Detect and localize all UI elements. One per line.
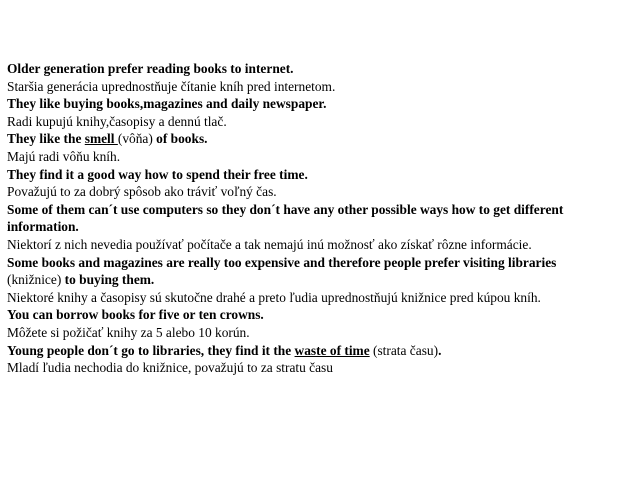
underlined-word-smell: smell <box>84 131 118 147</box>
english-sentence-3 <box>7 130 612 148</box>
slide-text-body <box>7 60 612 377</box>
gloss-kniznice: (knižnice) <box>7 272 62 288</box>
gloss-vona: (vôňa) <box>117 131 153 147</box>
gloss-strata-casu: (strata času) <box>369 342 439 358</box>
english-sentence-6 <box>7 254 612 289</box>
english-sentence-2: They like buying books,magazines and daily newspaper. <box>7 96 327 112</box>
sentence-3-end: of books. <box>152 131 208 147</box>
english-sentence-5: Some of them can´t use computers so they don´t have any other possible ways how to get different information. <box>7 201 564 235</box>
slovak-translation-2: Radi kupujú knihy,časopisy a dennú tlač. <box>7 113 227 129</box>
sentence-8-start: Young people don´t go to libraries, they find it the <box>7 342 295 358</box>
sentence-8-end: . <box>438 342 442 358</box>
slovak-translation-1: Staršia generácia uprednostňuje čítanie kníh pred internetom. <box>7 78 336 94</box>
slovak-translation-5: Niektorí z nich nevedia používať počítače a tak nemajú inú možnosť ako získať rôzne informácie. <box>7 236 532 252</box>
slovak-translation-8: Mladí ľudia nechodia do knižnice, považujú to za stratu času <box>7 360 333 376</box>
underlined-phrase-waste-of-time: waste of time <box>294 342 370 358</box>
sentence-6-end: to buying them. <box>61 272 155 288</box>
slovak-translation-4: Považujú to za dobrý spôsob ako tráviť voľný čas. <box>7 184 277 200</box>
english-sentence-4: They find it a good way how to spend their free time. <box>7 166 308 182</box>
slovak-translation-7: Môžete si požičať knihy za 5 alebo 10 korún. <box>7 324 250 340</box>
english-sentence-1: Older generation prefer reading books to internet. <box>7 61 294 76</box>
sentence-6-start: Some books and magazines are really too expensive and therefore people prefer visiting libraries <box>7 254 557 270</box>
english-sentence-7: You can borrow books for five or ten crowns. <box>7 307 264 323</box>
english-sentence-8 <box>7 342 612 360</box>
slovak-translation-3: Majú radi vôňu kníh. <box>7 148 121 164</box>
slovak-translation-6: Niektoré knihy a časopisy sú skutočne drahé a preto ľudia uprednostňujú knižnice pred kúpou kníh. <box>7 289 541 305</box>
sentence-3-start: They like the <box>7 131 85 147</box>
